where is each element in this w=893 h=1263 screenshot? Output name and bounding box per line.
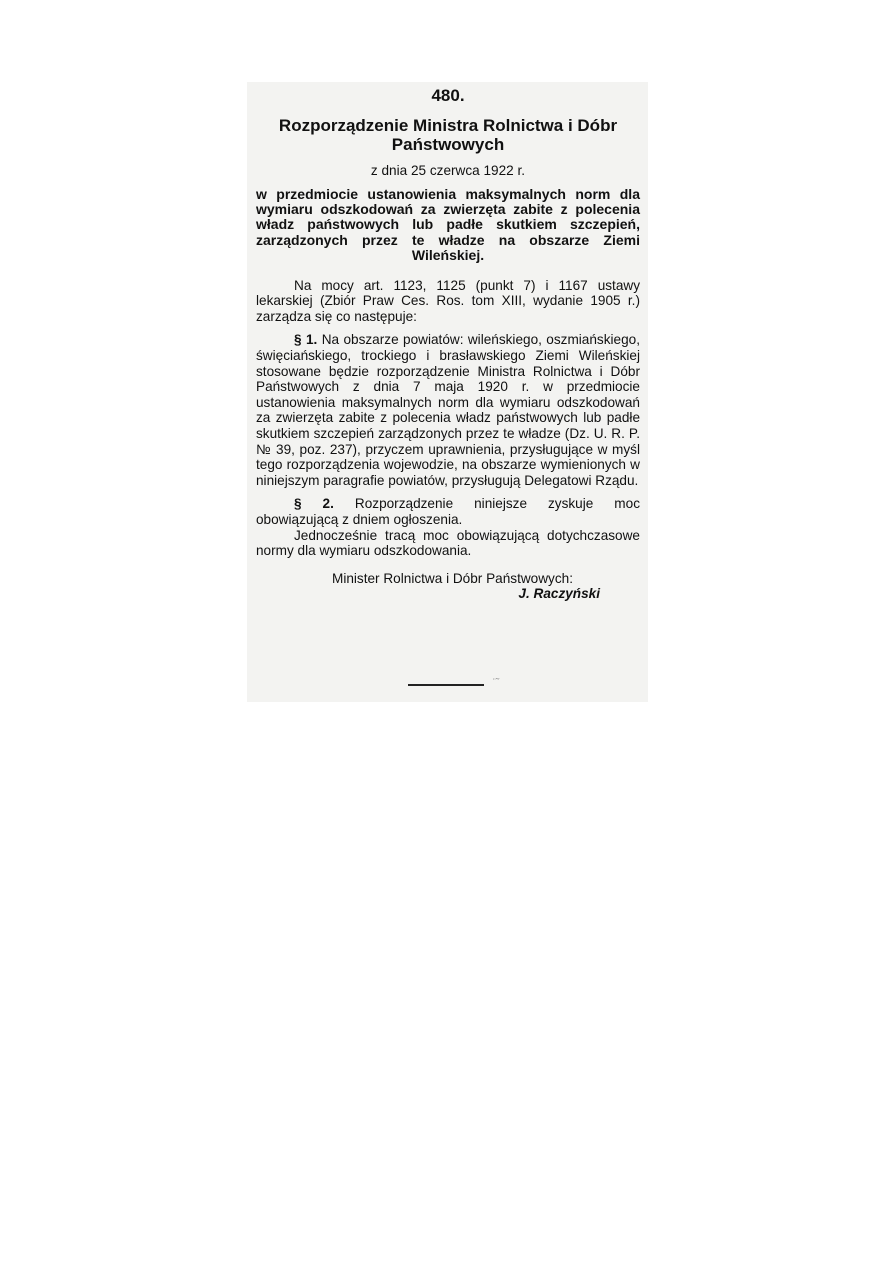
document-body [256,86,640,602]
scan-artifact-mark: ʾ̃ [492,677,496,689]
section-2-text: Rozporządzenie niniejsze zyskuje moc obowiązującą z dniem ogłoszenia. [256,496,640,527]
section-2-label: § 2. [294,496,334,512]
section-2-continuation: Jednocześnie tracą moc obowiązującą dotychczasowe normy dla wymiaru odszkodowania. [256,527,640,559]
end-divider [408,684,484,686]
signature-title: Minister Rolnictwa i Dóbr Państwowych: [332,570,573,586]
document-number: 480. [431,86,465,105]
document-subject: w przedmiocie ustanowienia maksymalnych norm dla wymiaru odszkodowań za zwierzęta zabite z polecenia władz państwowych lub padłe skutkiem szczepień, zarządzonych przez te władze na obszarze Ziemi Wileńskiej. [256,185,640,264]
document-date: z dnia 25 czerwca 1922 r. [370,163,526,178]
document-title: Rozporządzenie Ministra Rolnictwa i Dóbr Państwowych [278,116,618,154]
section-2-paragraph [256,496,640,527]
section-1-label: § 1. [294,332,318,348]
preamble-paragraph: Na mocy art. 1123, 1125 (punkt 7) i 1167 ustawy lekarskiej (Zbiór Praw Ces. Ros. tom XIII, wydanie 1905 r.) zarządza się co następuje: [256,277,640,324]
signature-name: J. Raczyński [518,586,600,602]
signature-block [256,571,640,602]
section-1-paragraph [256,332,640,488]
section-1-text: Na obszarze powiatów: wileńskiego, oszmiańskiego, święciańskiego, trockiego i brasławskiego Ziemi Wileńskiej stosowane będzie rozporządzenie Ministra Rolnictwa i Dóbr Państwowych z dnia 7 maja 1920 r. w przedmiocie ustanowienia maksymalnych norm dla wymiaru odszkodowań za zwierzęta zabite z polecenia władz państwowych lub padłe skutkiem szczepień zarządzonych przez te władze (Dz. U. R. P. № 39, poz. 237), przyczem uprawnienia, przysługujące w myśl tego rozporządzenia wojewodzie, na obszarze wymienionych w niniejszym paragrafie powiatów, przysługują Delegatowi Rządu. [256,332,640,488]
